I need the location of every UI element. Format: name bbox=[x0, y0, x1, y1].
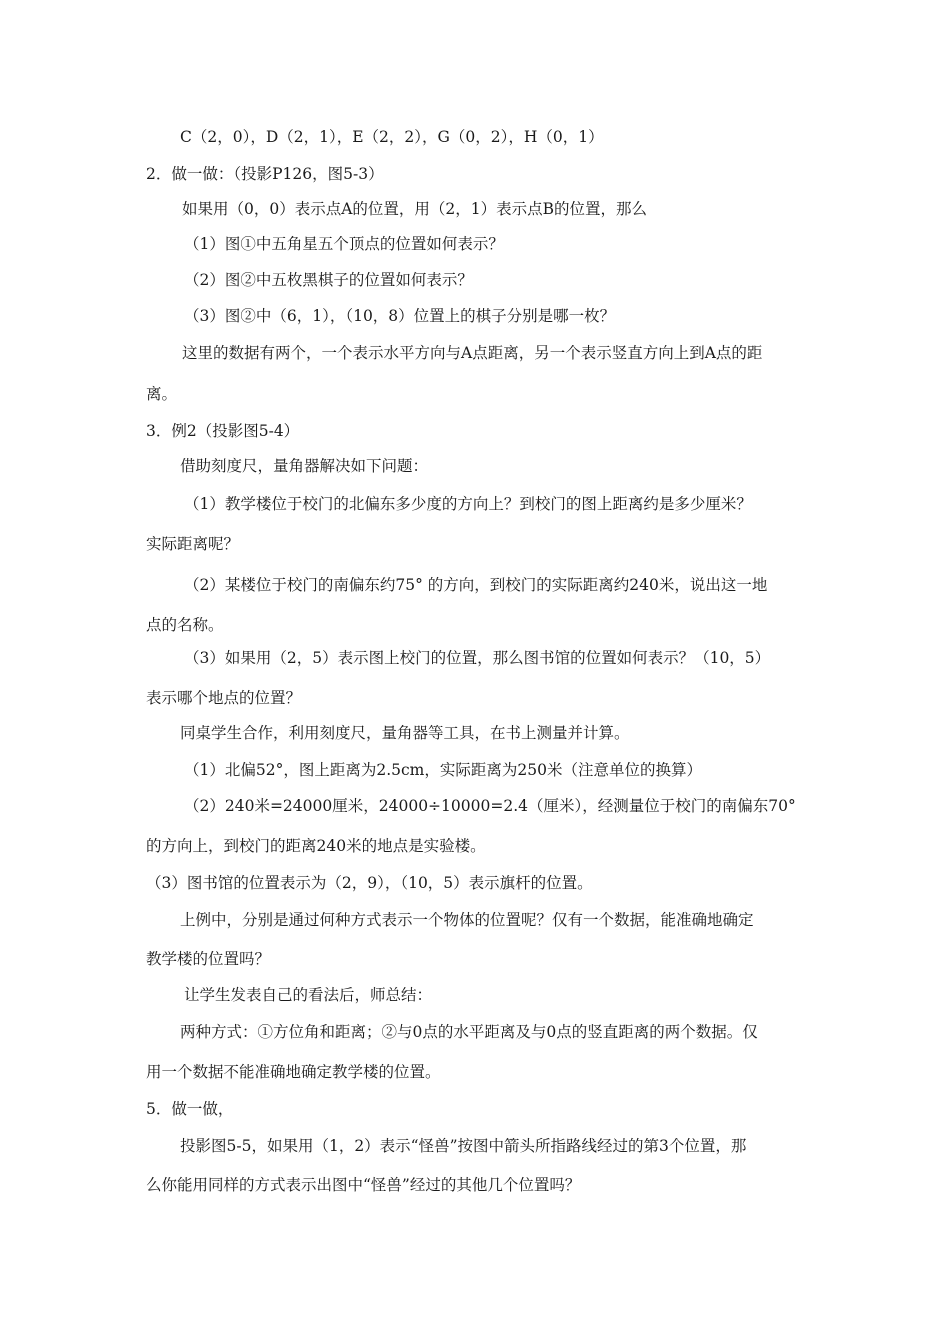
text-line: （3）图书馆的位置表示为（2，9），（10，5）表示旗杆的位置。 bbox=[146, 874, 593, 892]
text-line: 实际距离呢？ bbox=[146, 535, 240, 553]
text-line: 两种方式：①方位角和距离；②与0点的水平距离及与0点的竖直距离的两个数据。仅 bbox=[180, 1023, 758, 1041]
text-line: （1）教学楼位于校门的北偏东多少度的方向上？到校门的图上距离约是多少厘米？ bbox=[184, 495, 752, 513]
text-line: 教学楼的位置吗？ bbox=[146, 950, 271, 968]
text-line: 表示哪个地点的位置？ bbox=[146, 689, 302, 707]
text-line: 借助刻度尺，量角器解决如下问题： bbox=[180, 457, 429, 475]
text-line: 3．例2（投影图5-4） bbox=[146, 422, 300, 440]
text-line: （3）图②中（6，1），（10，8）位置上的棋子分别是哪一枚？ bbox=[184, 307, 616, 325]
text-line: 如果用（0，0）表示点A的位置，用（2，1）表示点B的位置，那么 bbox=[182, 200, 648, 218]
text-line: （2）某楼位于校门的南偏东约75° 的方向，到校门的实际距离约240米，说出这一地 bbox=[184, 576, 768, 594]
text-line: 点的名称。 bbox=[146, 616, 224, 634]
text-line: 投影图5-5，如果用（1，2）表示“怪兽”按图中箭头所指路线经过的第3个位置，那 bbox=[180, 1137, 747, 1155]
text-line: 2．做一做：（投影P126，图5-3） bbox=[146, 165, 384, 183]
text-line: （1）北偏52°，图上距离为2.5cm，实际距离为250米（注意单位的换算） bbox=[184, 761, 702, 779]
text-line: 5．做一做， bbox=[146, 1100, 234, 1118]
text-line: 这里的数据有两个，一个表示水平方向与A点距离，另一个表示竖直方向上到A点的距 bbox=[182, 344, 763, 362]
text-line: （1）图①中五角星五个顶点的位置如何表示？ bbox=[184, 235, 504, 253]
text-line: 让学生发表自己的看法后，师总结： bbox=[184, 986, 433, 1004]
text-line: （2）240米=24000厘米，24000÷10000=2.4（厘米），经测量位于校门的南偏东70° bbox=[184, 797, 796, 815]
text-line: C（2，0），D（2，1），E（2，2），G（0，2），H（0，1） bbox=[180, 128, 604, 146]
text-line: 同桌学生合作，利用刻度尺，量角器等工具，在书上测量并计算。 bbox=[180, 724, 630, 742]
text-line: （3）如果用（2，5）表示图上校门的位置，那么图书馆的位置如何表示？（10，5） bbox=[184, 649, 771, 667]
text-line: 么你能用同样的方式表示出图中“怪兽”经过的其他几个位置吗？ bbox=[146, 1176, 581, 1194]
text-line: 用一个数据不能准确地确定教学楼的位置。 bbox=[146, 1063, 441, 1081]
text-line: 的方向上，到校门的距离240米的地点是实验楼。 bbox=[146, 837, 486, 855]
text-line: 上例中，分别是通过何种方式表示一个物体的位置呢？仅有一个数据，能准确地确定 bbox=[180, 911, 754, 929]
text-line: （2）图②中五枚黑棋子的位置如何表示？ bbox=[184, 271, 473, 289]
text-line: 离。 bbox=[146, 385, 178, 403]
